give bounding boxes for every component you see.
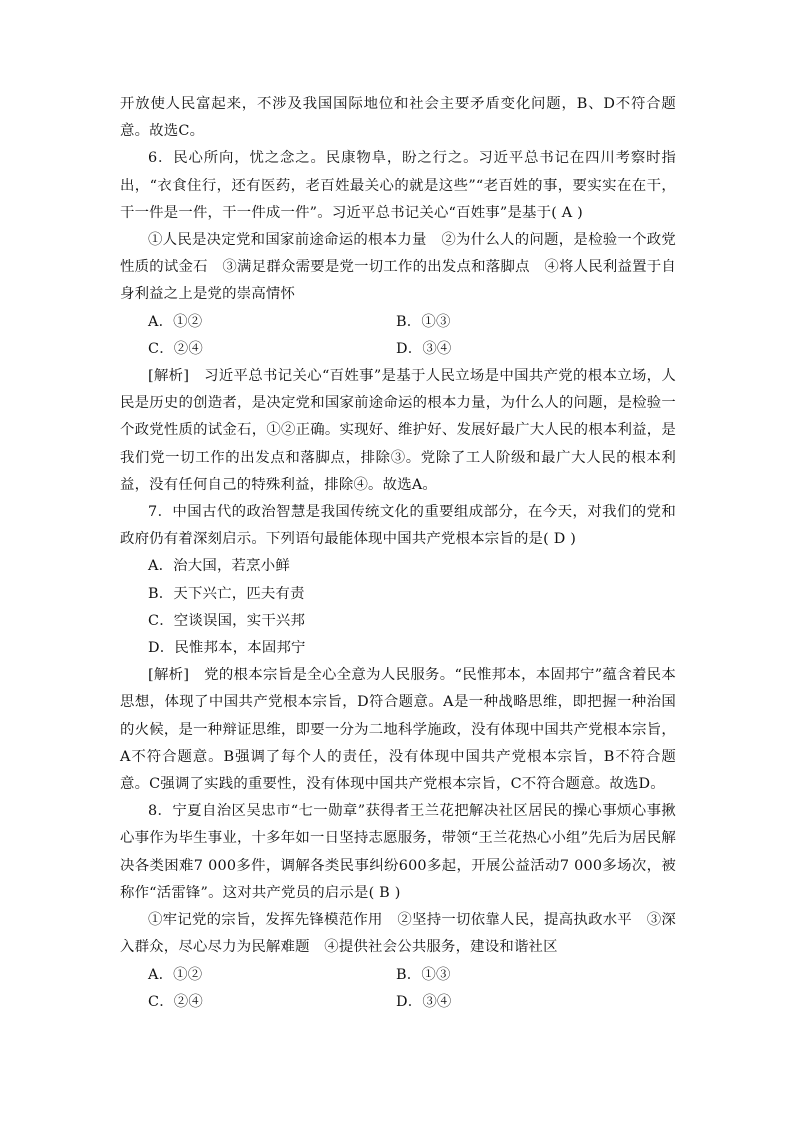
option-a: A．①② <box>148 313 203 330</box>
question-8-statements: ①牢记党的宗旨，发挥先锋模范作用 ②坚持一切依靠人民，提高执政水平 ③深入群众，尽心尽力为民解难题 ④提供社会公共服务，建设和谐社区 <box>120 912 676 956</box>
question-6-options-row-1 <box>120 309 676 336</box>
question-6-analysis: [解析] 习近平总书记关心“百姓事”是基于人民立场是中国共产党的根本立场，人民是历史的创造者，是决定党和国家前途命运的根本力量，为什么人的问题，是检验一个政党性质的试金石，①②正确。实现好、维护好、发展好最广大人民的根本利益，是我们党一切工作的出发点和落脚点，排除③。党除了工人阶级和最广大人民的根本利益，没有任何自己的特殊利益，排除④。故选A。 <box>120 368 676 493</box>
option-a: A．治大国，若烹小鲜 <box>148 558 290 575</box>
option-b: B．天下兴亡，匹夫有责 <box>148 585 305 602</box>
option-b: B．①③ <box>396 313 451 330</box>
question-8-stem: 8．宁夏自治区吴忠市“七一勋章”获得者王兰花把解决社区居民的操心事烦心事揪心事作为毕生事业，十多年如一日坚持志愿服务，带领“王兰花热心小组”先后为居民解决各类困难7 000多件，调解各类民事纠纷600多起，开展公益活动7 000多场次，被称作“活雷锋”。这对共产党员的启示是( B ) <box>120 803 676 901</box>
option-c: C．②④ <box>148 340 203 357</box>
question-6-stem: 6．民心所向，忧之念之。民康物阜，盼之行之。习近平总书记在四川考察时指出，“衣食住行，还有医药，老百姓最关心的就是这些”“老百姓的事，要实实在在干，干一件是一件，干一件成一件”。习近平总书记关心“百姓事”是基于( A ) <box>120 150 676 221</box>
question-8-options-row-1 <box>120 962 676 989</box>
option-c: C．空谈误国，实干兴邦 <box>148 612 306 629</box>
question-6-statements: ①人民是决定党和国家前途命运的根本力量 ②为什么人的问题，是检验一个政党性质的试金石 ③满足群众需要是党一切工作的出发点和落脚点 ④将人民利益置于自身利益之上是党的崇高情怀 <box>120 232 676 303</box>
question-6-options-row-2 <box>120 336 676 363</box>
question-7-analysis: [解析] 党的根本宗旨是全心全意为人民服务。“民惟邦本，本固邦宁”蕴含着民本思想，体现了中国共产党根本宗旨，D符合题意。A是一种战略思维，即把握一种治国的火候，是一种辩证思维，即要一分为二地科学施政，没有体现中国共产党根本宗旨，A不符合题意。B强调了每个人的责任，没有体现中国共产党根本宗旨，B不符合题意。C强调了实践的重要性，没有体现中国共产党根本宗旨，C不符合题意。故选D。 <box>120 667 676 793</box>
option-d: D．民惟邦本，本固邦宁 <box>148 640 306 657</box>
question-8-options-row-2 <box>120 989 676 1016</box>
question-7-stem: 7．中国古代的政治智慧是我国传统文化的重要组成部分，在今天，对我们的党和政府仍有着深刻启示。下列语句最能体现中国共产党根本宗旨的是( D ) <box>120 504 676 548</box>
option-a: A．①② <box>148 966 203 983</box>
option-d: D．③④ <box>396 993 452 1010</box>
option-b: B．①③ <box>396 966 451 983</box>
document-body <box>120 91 676 1016</box>
paragraph: 开放使人民富起来，不涉及我国国际地位和社会主要矛盾变化问题，B、D不符合题意。故选C。 <box>120 96 676 140</box>
option-c: C．②④ <box>148 993 203 1010</box>
option-d: D．③④ <box>396 340 452 357</box>
